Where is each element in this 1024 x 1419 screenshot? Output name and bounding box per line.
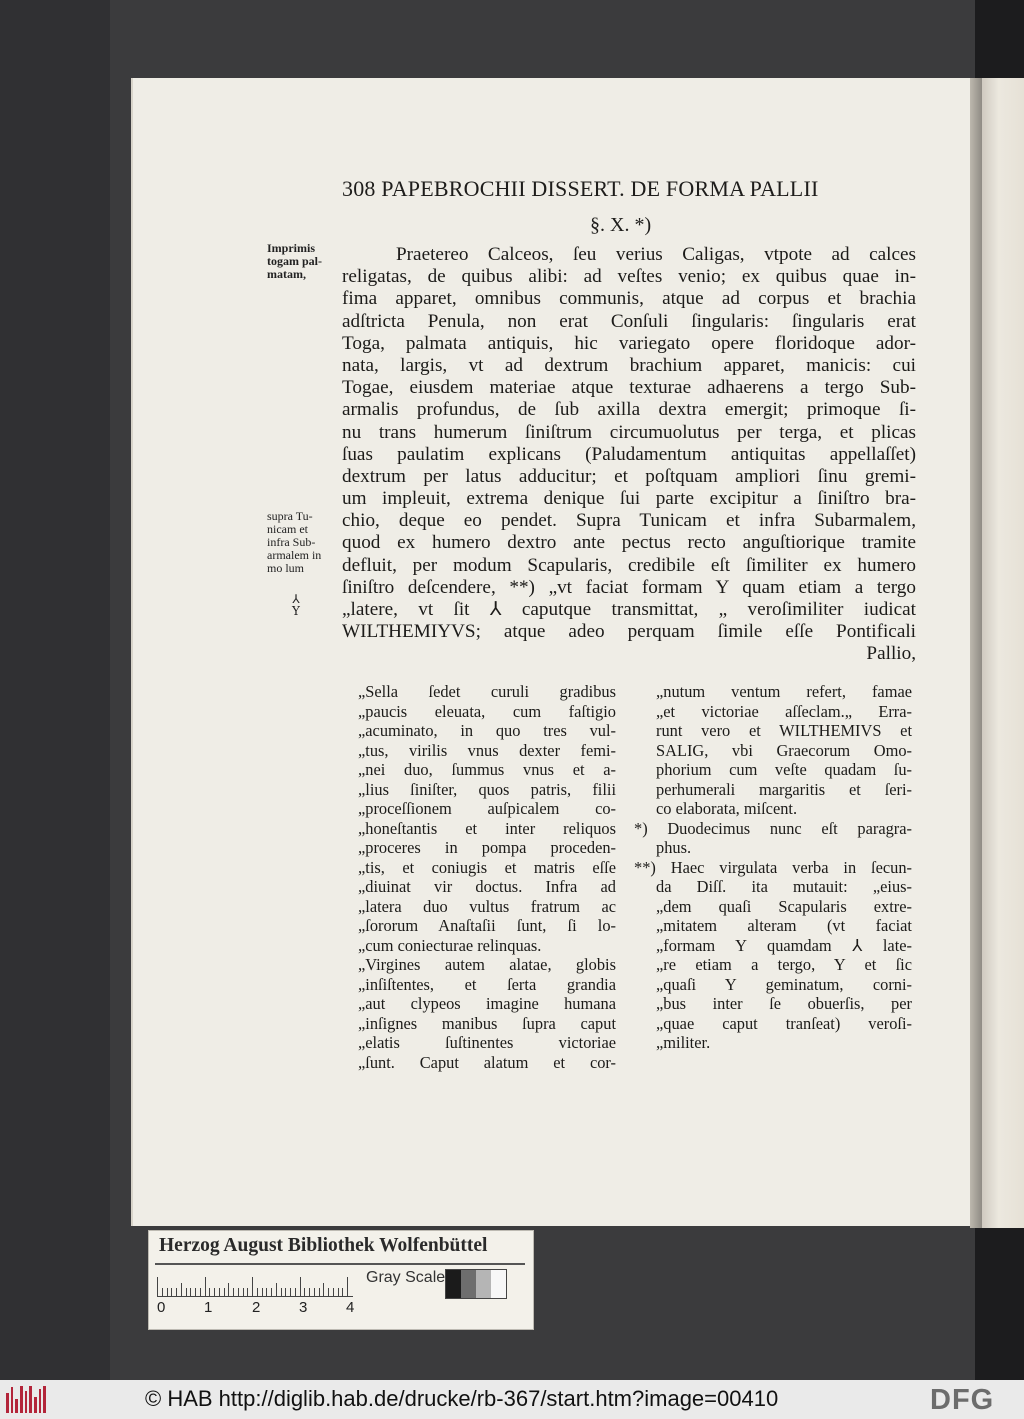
scale-tick <box>157 1277 158 1297</box>
margin-note-line: matam, <box>267 267 306 281</box>
column-line: „tus, virilis vnus dexter femi- <box>358 740 616 760</box>
text-line: adſtricta Penula, non erat Conſuli ſingularis: ſingularis erat <box>342 310 916 332</box>
library-label <box>148 1230 534 1330</box>
footnote-line: *) Duodecimus nunc eſt paragra- <box>634 818 912 838</box>
scale-tick <box>309 1288 310 1297</box>
column-line: „paucis eleuata, cum faſtigio <box>358 701 616 721</box>
gray-swatch <box>461 1270 476 1298</box>
scale-tick <box>271 1288 272 1297</box>
gray-swatch <box>446 1270 461 1298</box>
text-line: religatas, de quibus alibi: ad veſtes venio; ex quibus quae in- <box>342 266 916 288</box>
scale-number: 2 <box>252 1299 261 1316</box>
footnote-line: „mitatem alteram (vt faciat <box>656 916 912 935</box>
logo-bar <box>11 1387 14 1413</box>
scale-tick <box>276 1283 277 1297</box>
column-line: runt vero et WILTHEMIVS et <box>656 721 912 740</box>
column-line: „inſignes manibus ſupra caput <box>358 1013 616 1033</box>
footnote-column-left <box>358 682 616 1072</box>
scale-number: 3 <box>299 1299 308 1316</box>
column-line: „elatis ſuſtinentes victoriae <box>358 1033 616 1052</box>
margin-note-line: nicam et <box>267 522 308 536</box>
column-line: „acuminato, in quo tres vul- <box>358 721 616 740</box>
scale-tick <box>176 1288 177 1297</box>
text-line: fima apparet, omnibus communis, atque ad corpus et brachia <box>342 288 916 310</box>
column-line: SALIG, vbi Graecorum Omo- <box>656 740 912 760</box>
scale-tick <box>252 1277 253 1297</box>
footnote-column-right <box>634 682 912 1053</box>
column-line: „cum coniecturae relinquas. <box>358 935 542 955</box>
text-line: um impleuit, extrema denique ſui parte excipitur a ſiniſtro bra- <box>342 488 916 510</box>
scale-tick <box>300 1277 301 1297</box>
scale-tick <box>314 1288 315 1297</box>
column-line: „diuinat vir doctus. Infra ad <box>358 877 616 896</box>
text-line: Toga, palmata antiquis, hic variegato opere floridoque ador- <box>342 332 916 354</box>
scale-tick <box>347 1277 348 1297</box>
adjacent-page-edge <box>982 78 1024 1228</box>
column-line: „tis, et coniugis et matris eſſe <box>358 857 616 877</box>
column-line: „proceres in pompa proceden- <box>358 838 616 857</box>
scale-tick <box>338 1288 339 1297</box>
catchword: Pallio, <box>866 643 916 665</box>
text-line: nata, largis, vt ad dextrum brachium apparet, manicis: cui <box>342 354 916 376</box>
scale-tick <box>224 1288 225 1297</box>
main-paragraph <box>342 244 916 666</box>
logo-bar <box>20 1386 23 1413</box>
column-line: „inſiſtentes, et ſerta grandia <box>358 974 616 994</box>
scale-tick <box>162 1288 163 1297</box>
margin-note-line: armalem in <box>267 548 322 562</box>
text-line: defluit, per modum Scapularis, credibile eſt ſimiliter ex humero <box>342 554 916 576</box>
text-line: „latere, vt ſit ⅄ caputque transmittat, „ veroſimiliter iudicat <box>342 599 916 620</box>
text-line: WILTHEMIYVS; atque adeo perquam ſimile eſſe Pontificali <box>342 621 916 643</box>
scale-tick <box>333 1288 334 1297</box>
scale-tick <box>319 1288 320 1297</box>
scale-tick <box>238 1288 239 1297</box>
footnote-line: **) Haec virgulata verba in ſecun- <box>634 857 912 877</box>
footnote-line: „quaſi Y geminatum, corni- <box>656 974 912 994</box>
margin-note-line: infra Sub- <box>267 535 316 549</box>
column-line: „proceſſionem auſpicalem co- <box>358 799 616 818</box>
gray-scale-label: Gray Scale <box>366 1269 446 1286</box>
logo-bar <box>15 1399 18 1413</box>
margin-note-line: mo lum <box>267 561 305 575</box>
logo-bar <box>29 1386 32 1413</box>
footnote-line: „dem quaſi Scapularis extre- <box>656 896 912 916</box>
column-line: „Sella ſedet curuli gradibus <box>358 682 616 701</box>
scale-tick <box>285 1288 286 1297</box>
scale-tick <box>167 1288 168 1297</box>
viewer-footer <box>0 1380 1024 1419</box>
scale-tick <box>205 1277 206 1297</box>
text-line: Praetereo Calceos, ſeu verius Caligas, vtpote ad calces <box>396 244 916 265</box>
column-line: „nutum ventum refert, famae <box>656 682 912 701</box>
dfg-logo: DFG <box>930 1384 995 1416</box>
column-line: „aut clypeos imagine humana <box>358 994 616 1013</box>
scale-tick <box>342 1288 343 1297</box>
scale-tick <box>323 1283 324 1297</box>
margin-note-supra-tunicam <box>267 510 342 575</box>
text-line: ſuas paulatim explicans (Paludamentum antiquitas appellaſſet) <box>342 443 916 465</box>
running-head: 308 PAPEBROCHII DISSERT. DE FORMA PALLII <box>342 176 819 201</box>
scale-number: 0 <box>157 1299 166 1316</box>
gray-swatch <box>476 1270 491 1298</box>
scale-tick <box>181 1283 182 1297</box>
text-line: ſiniſtro deſcendere, **) „vt faciat formam Y quam etiam a tergo <box>342 576 916 598</box>
footnote-line: da Diſſ. ita mutauit: „eius- <box>656 877 912 896</box>
scale-tick <box>328 1288 329 1297</box>
margin-note-line: supra Tu- <box>267 509 313 523</box>
text-line: nu trans humerum ſiniſtrum circumuolutus per terga, et plicas <box>342 421 916 443</box>
gray-scale-bar <box>445 1269 507 1299</box>
label-divider <box>155 1263 525 1265</box>
margin-glyph-line: Y <box>292 604 300 618</box>
column-line: „Virgines autem alatae, globis <box>358 955 616 974</box>
column-line: „honeſtantis et inter reliquos <box>358 818 616 838</box>
text-line: dextrum per latus adducitur; et poſtquam ampliori ſinu gremi- <box>342 465 916 487</box>
footnote-line: „formam Y quamdam ⅄ late- <box>656 935 912 955</box>
column-line: co elaborata, miſcent. <box>656 799 798 818</box>
margin-glyph <box>290 593 302 617</box>
scale-tick <box>304 1288 305 1297</box>
scale-tick <box>243 1288 244 1297</box>
text-line: quod ex humero dextro ante pectus recto anguſtiorique tramite <box>342 532 916 554</box>
section-heading: §. X. *) <box>590 214 652 236</box>
column-line: phorium cum veſte quadam ſu- <box>656 760 912 779</box>
scale-tick <box>295 1288 296 1297</box>
logo-bar <box>34 1397 37 1413</box>
text-line: chio, deque eo pendet. Supra Tunicam et infra Subarmalem, <box>342 510 916 532</box>
footnote-line: „re etiam a tergo, Y et ſic <box>656 955 912 974</box>
scale-tick <box>266 1288 267 1297</box>
column-line: „et victoriae aſſeclam.„ Erra- <box>656 701 912 721</box>
scanner-background-left <box>0 0 110 1380</box>
scale-tick <box>228 1283 229 1297</box>
margin-note-line: Imprimis <box>267 241 315 255</box>
page-gutter <box>970 78 982 1228</box>
column-line: „ſunt. Caput alatum et cor- <box>358 1052 616 1072</box>
scale-tick <box>247 1288 248 1297</box>
label-title: Herzog August Bibliothek Wolfenbüttel <box>159 1235 488 1256</box>
scale-tick <box>262 1288 263 1297</box>
scale-tick <box>219 1288 220 1297</box>
logo-bar <box>25 1391 28 1413</box>
footnote-line: „militer. <box>656 1033 711 1052</box>
text-line: armalis profundus, de ſub axilla dextra emergit; primoque ſi- <box>342 399 916 421</box>
margin-glyph-line: ⅄ <box>292 592 300 606</box>
gray-swatch <box>491 1270 506 1298</box>
scale-tick <box>190 1288 191 1297</box>
scale-tick <box>290 1288 291 1297</box>
scale-tick <box>195 1288 196 1297</box>
scale-tick <box>200 1288 201 1297</box>
text-line: Togae, eiusdem materiae atque texturae adhaerens a tergo Sub- <box>342 377 916 399</box>
margin-note-imprimis <box>267 242 342 281</box>
scale-tick <box>171 1288 172 1297</box>
column-line: „latera duo vultus fratrum ac <box>358 896 616 916</box>
scale-tick <box>186 1288 187 1297</box>
footnote-line: phus. <box>656 838 692 857</box>
logo-bar <box>43 1386 46 1413</box>
scale-number: 4 <box>346 1299 355 1316</box>
logo-bar <box>6 1393 9 1413</box>
scale-number: 1 <box>204 1299 213 1316</box>
hab-logo-icon <box>6 1386 46 1413</box>
scale-tick <box>281 1288 282 1297</box>
column-line: „lius ſiniſter, quos patris, filii <box>358 779 616 799</box>
footnote-line: „bus inter ſe obuerſis, per <box>656 994 912 1013</box>
scale-tick <box>233 1288 234 1297</box>
logo-bar <box>39 1389 42 1413</box>
column-line: perhumerali margaritis et ſeri- <box>656 779 912 799</box>
margin-note-line: togam pal- <box>267 254 322 268</box>
scale-tick <box>214 1288 215 1297</box>
footnote-line: „quae caput tranſeat) veroſi- <box>656 1013 912 1033</box>
column-line: „ſororum Anaſtaſii ſunt, ſi lo- <box>358 916 616 935</box>
scale-tick <box>257 1288 258 1297</box>
column-line: „nei duo, ſummus vnus et a- <box>358 760 616 779</box>
copyright-link[interactable]: © HAB http://diglib.hab.de/drucke/rb-367/start.htm?image=00410 <box>145 1386 779 1411</box>
scale-tick <box>209 1288 210 1297</box>
